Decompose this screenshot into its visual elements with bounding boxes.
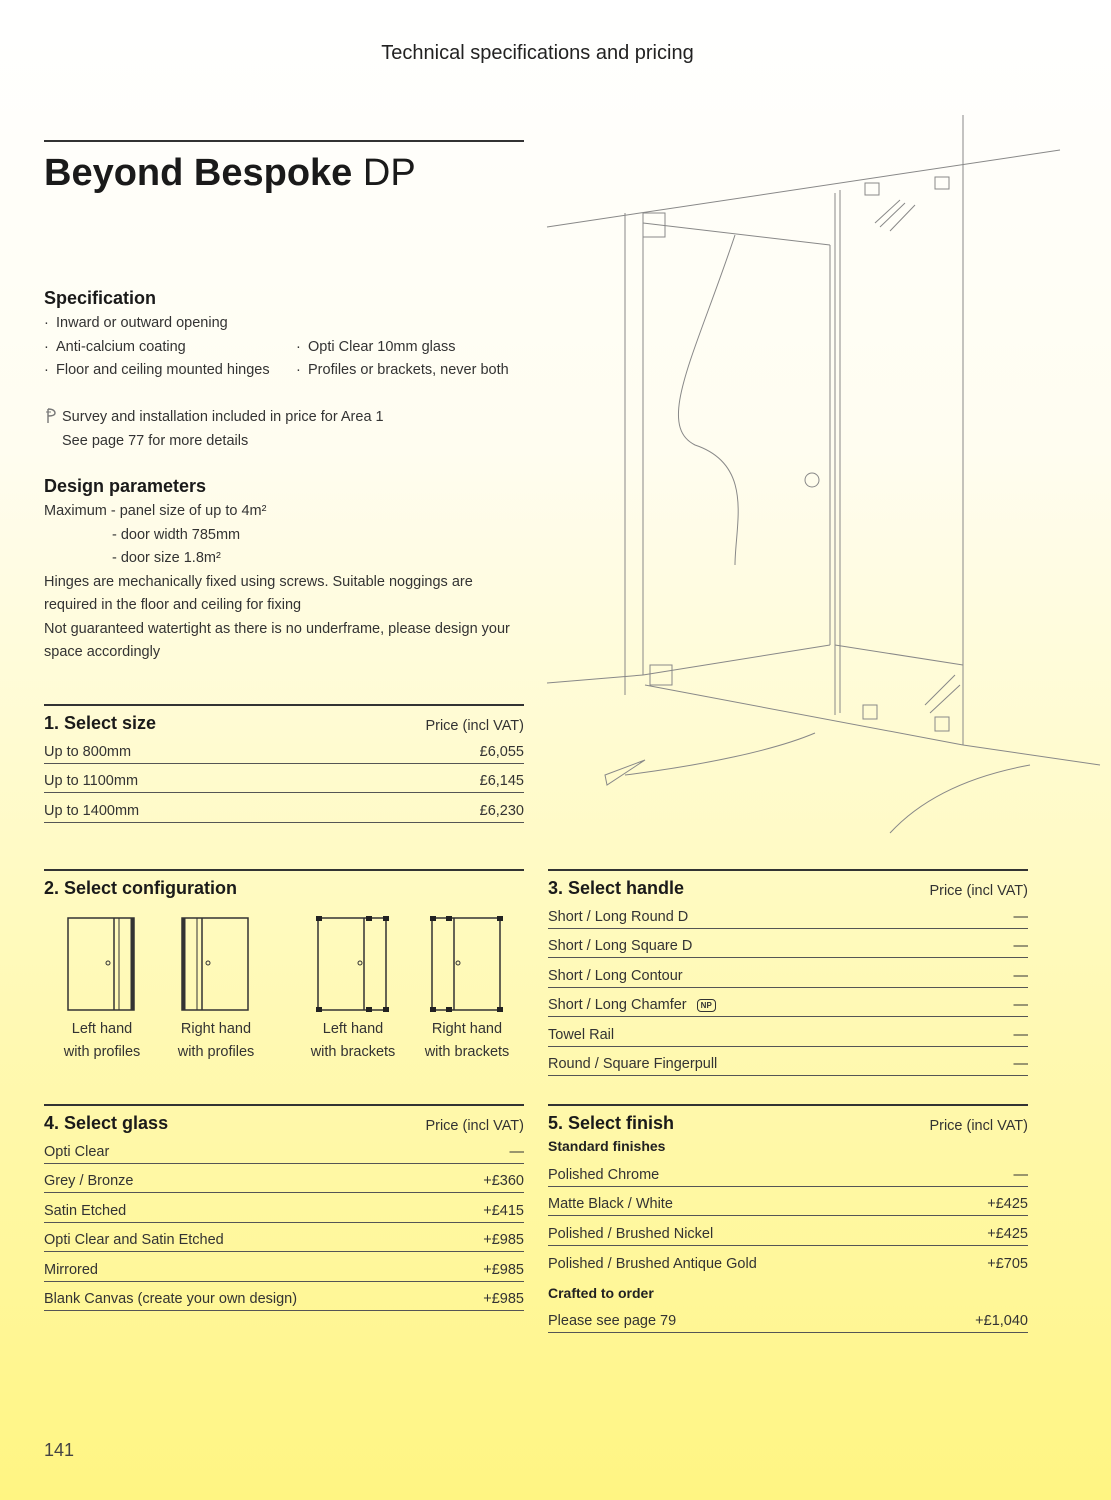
handle-option[interactable] [548, 1047, 1028, 1076]
survey-details-link[interactable]: See page 77 for more details [62, 432, 249, 449]
glass-title: 4. Select glass [44, 1113, 169, 1133]
option-name: Blank Canvas (create your own design) [44, 1290, 298, 1307]
glass-header [44, 1106, 524, 1134]
handle-section [548, 869, 1028, 1076]
crafted-to-order-label: Crafted to order [548, 1285, 654, 1302]
handle-option[interactable] [548, 958, 1028, 987]
page-number: 141 [44, 1440, 75, 1460]
caption-line: Left hand [71, 1021, 133, 1037]
option-name: Towel Rail [548, 1026, 615, 1043]
finish-option[interactable] [548, 1187, 1028, 1216]
product-name-bold: Beyond Bespoke [44, 152, 353, 194]
max-item: - panel size of up to 4m² [110, 503, 267, 519]
option-price: +£985 [483, 1290, 524, 1307]
option-price: — [1013, 1167, 1028, 1183]
handle-option[interactable] [548, 1017, 1028, 1046]
spec-item: · Opti Clear 10mm glass [296, 336, 509, 360]
option-price: — [1013, 997, 1028, 1014]
caption-line: with profiles [177, 1044, 255, 1060]
glass-price-label: Price (incl VAT) [425, 1118, 524, 1134]
right-hand-profiles-diagram[interactable] [180, 916, 252, 1012]
glass-option[interactable] [44, 1252, 524, 1281]
standard-finishes-label: Standard finishes [548, 1138, 666, 1154]
finish-title: 5. Select finish [548, 1113, 675, 1133]
handle-option[interactable] [548, 899, 1028, 929]
glass-option[interactable] [44, 1223, 524, 1252]
option-name: Matte Black / White [548, 1196, 673, 1213]
survey-note [62, 406, 384, 453]
option-name: Polished / Brushed Nickel [548, 1225, 714, 1242]
option-name: Grey / Bronze [44, 1173, 134, 1190]
config-caption-left-profiles [47, 1018, 157, 1064]
option-name: Polished Chrome [548, 1167, 660, 1183]
spec-right-list [296, 336, 509, 383]
glass-option[interactable] [44, 1164, 524, 1193]
title-rule [44, 140, 524, 142]
design-text: space accordingly [44, 644, 161, 660]
max-row [44, 500, 534, 524]
caption-line: with brackets [310, 1044, 396, 1060]
option-name: Opti Clear and Satin Etched [44, 1232, 224, 1249]
product-name-light: DP [362, 152, 416, 194]
np-badge-icon: NP [697, 999, 716, 1012]
size-price-label: Price (incl VAT) [425, 718, 524, 734]
size-option[interactable] [44, 734, 524, 764]
option-name: Polished / Brushed Antique Gold [548, 1256, 757, 1273]
max-label: Maximum [44, 503, 107, 519]
option-price: — [1013, 1055, 1028, 1072]
config-caption-right-brackets [412, 1018, 522, 1064]
spec-item: · Inward or outward opening [44, 312, 270, 336]
left-hand-profiles-diagram[interactable] [66, 916, 138, 1012]
glass-option[interactable] [44, 1134, 524, 1164]
configuration-title: 2. Select configuration [44, 878, 238, 898]
caption-line: Right hand [180, 1021, 252, 1037]
size-title: 1. Select size [44, 713, 157, 733]
glass-option[interactable] [44, 1282, 524, 1311]
handle-price-label: Price (incl VAT) [929, 883, 1028, 899]
handle-header [548, 871, 1028, 899]
finish-option[interactable] [548, 1305, 1028, 1333]
finish-header [548, 1106, 1028, 1134]
glass-section [44, 1104, 524, 1311]
shower-sketch-illustration [545, 105, 1105, 845]
option-name: Round / Square Fingerpull [548, 1055, 718, 1072]
option-name: Please see page 79 [548, 1313, 677, 1330]
option-name: Opti Clear [44, 1144, 110, 1160]
option-price: £6,145 [479, 773, 524, 790]
option-price: +£425 [987, 1196, 1028, 1213]
design-text: required in the floor and ceiling for fixing [44, 597, 302, 613]
design-text: Hinges are mechanically fixed using screws. Suitable noggings are [44, 573, 473, 590]
option-price: +£985 [483, 1261, 524, 1278]
option-name: Short / Long Square D [548, 938, 693, 955]
spec-item: · Anti-calcium coating [44, 336, 270, 360]
caption-line: Left hand [322, 1021, 384, 1037]
option-price: +£1,040 [975, 1313, 1028, 1330]
configuration-section [44, 869, 524, 899]
option-name: Short / Long Round D [548, 909, 689, 925]
caption-line: with brackets [424, 1044, 510, 1060]
caption-line: Right hand [431, 1021, 503, 1037]
option-price: +£415 [483, 1202, 524, 1219]
configuration-header [44, 871, 524, 899]
option-name: Up to 1400mm [44, 802, 140, 819]
design-parameters-title: Design parameters [44, 476, 207, 496]
specification-title: Specification [44, 288, 157, 308]
option-price: +£360 [483, 1173, 524, 1190]
survey-line: Survey and installation included in price for Area 1 [62, 409, 384, 425]
finish-option[interactable] [548, 1246, 1028, 1275]
config-caption-left-brackets [298, 1018, 408, 1064]
option-price: +£985 [483, 1232, 524, 1249]
option-name: Up to 800mm [44, 744, 132, 760]
option-name: Mirrored [44, 1261, 98, 1278]
option-price: +£425 [987, 1225, 1028, 1242]
option-price: — [1013, 938, 1028, 955]
max-item: - door width 785mm [112, 526, 241, 543]
spec-item: · Floor and ceiling mounted hinges [44, 359, 270, 383]
installer-icon [44, 407, 58, 425]
option-price: — [1013, 909, 1028, 925]
option-price: — [1013, 1026, 1028, 1043]
handle-title: 3. Select handle [548, 878, 685, 898]
caption-line: with profiles [63, 1044, 141, 1060]
design-text: Not guaranteed watertight as there is no underframe, please design your [44, 620, 510, 637]
size-header [44, 706, 524, 734]
option-name: Short / Long Chamfer [548, 997, 687, 1014]
handle-option[interactable] [548, 929, 1028, 958]
page-header: Technical specifications and pricing [381, 42, 694, 64]
finish-option[interactable] [548, 1158, 1028, 1187]
product-title [44, 152, 416, 195]
size-option[interactable] [44, 793, 524, 822]
spec-left-list [44, 312, 270, 383]
option-price: — [1013, 967, 1028, 984]
option-price: £6,230 [479, 802, 524, 819]
option-name-with-badge [548, 997, 716, 1013]
option-name: Up to 1100mm [44, 773, 139, 790]
config-caption-right-profiles [161, 1018, 271, 1064]
handle-option[interactable] [548, 988, 1028, 1017]
finish-option[interactable] [548, 1216, 1028, 1245]
finish-price-label: Price (incl VAT) [929, 1118, 1028, 1134]
size-section [44, 704, 524, 823]
design-parameters-body [44, 500, 534, 665]
glass-option[interactable] [44, 1193, 524, 1222]
right-hand-brackets-diagram[interactable] [430, 916, 504, 1012]
finish-section [548, 1104, 1028, 1333]
option-price: — [509, 1144, 524, 1160]
option-price: +£705 [987, 1256, 1028, 1273]
option-price: £6,055 [479, 744, 524, 760]
spec-item: · Profiles or brackets, never both [296, 359, 509, 383]
left-hand-brackets-diagram[interactable] [316, 916, 390, 1012]
option-name: Short / Long Contour [548, 967, 683, 984]
size-option[interactable] [44, 764, 524, 793]
max-item: - door size 1.8m² [112, 550, 221, 566]
option-name: Satin Etched [44, 1202, 127, 1219]
